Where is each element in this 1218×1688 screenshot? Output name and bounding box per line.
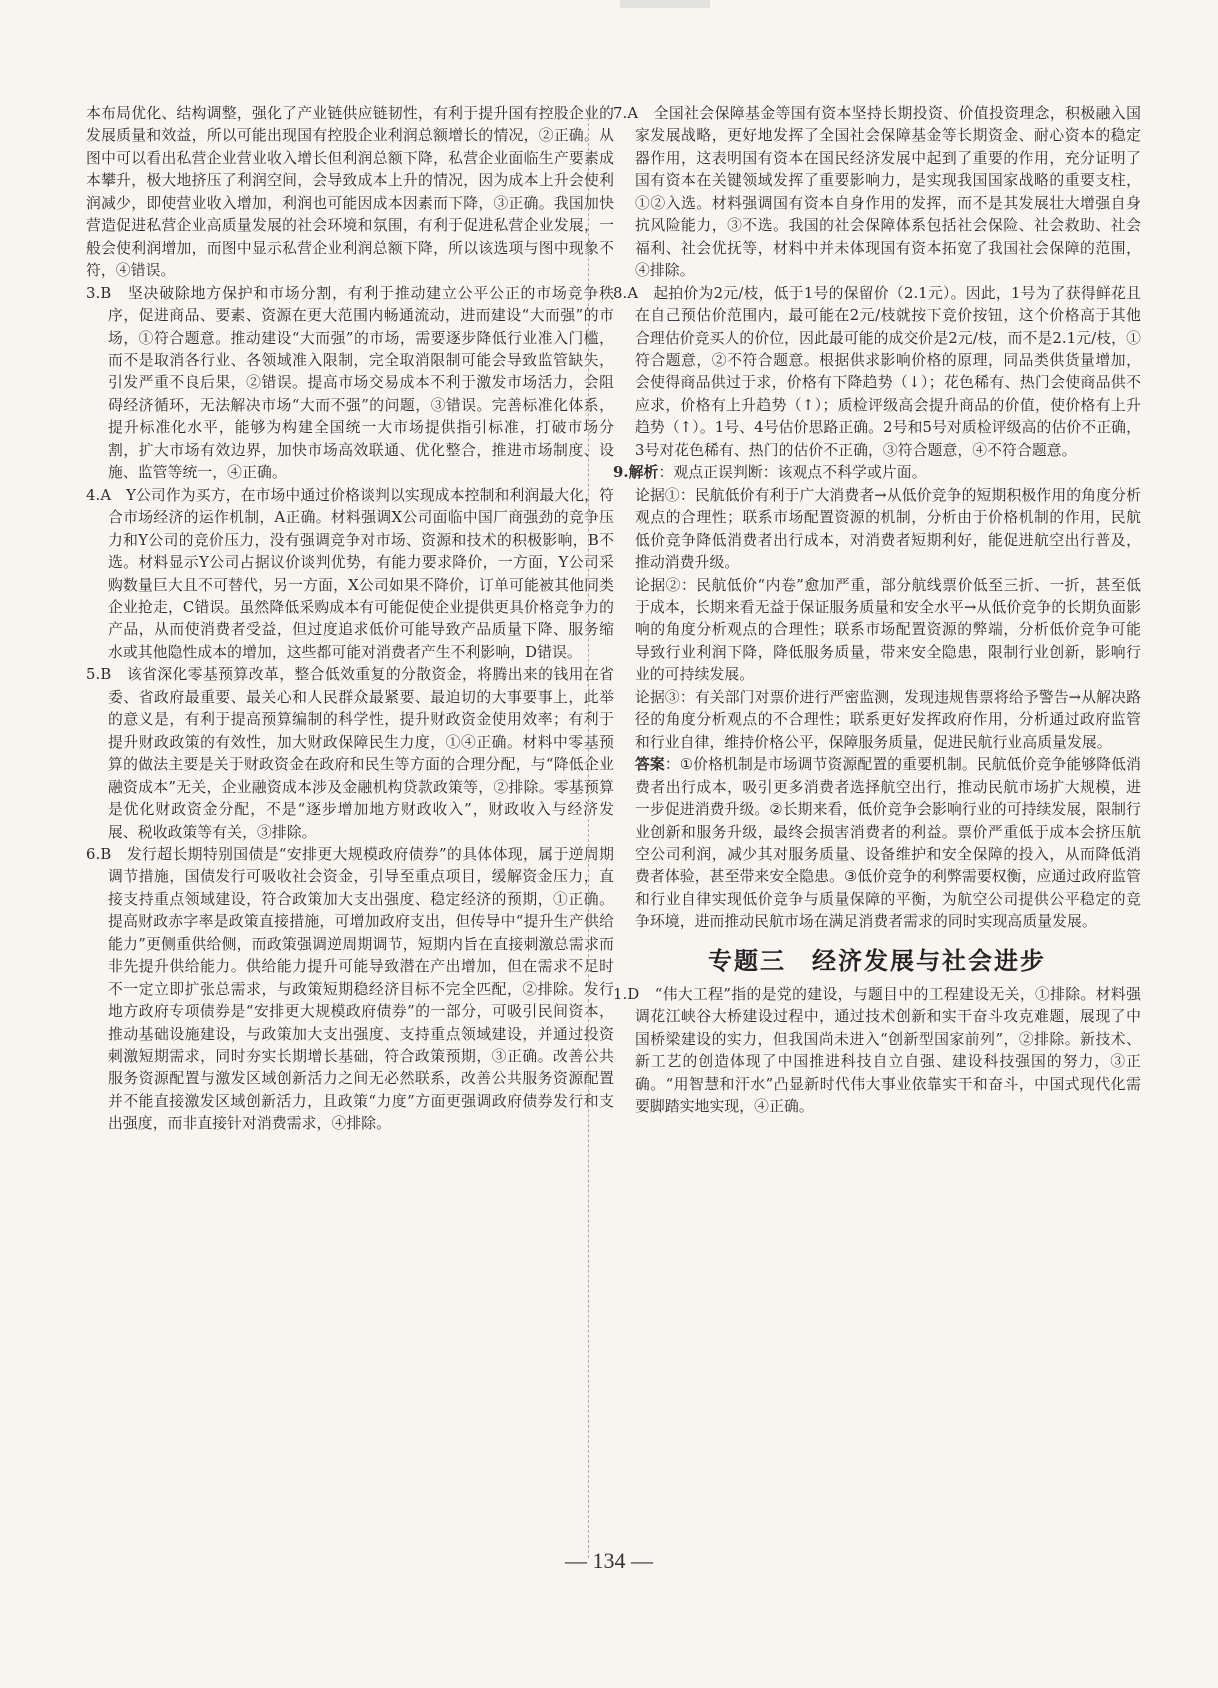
paragraph-continued: 本布局优化、结构调整，强化了产业链供应链韧性，有利于提升国有控股企业的发展质量和效益，所以可能出现国有控股企业利润总额增长的情况，②正确。从图中可以看出私营企业营业收入增长但利润总额下降，私营企业面临生产要素成本攀升，极大地挤压了利润空间，会导致成本上升的情况，因为成本上升会使利润减少，即使营业收入增加，利润也可能因成本因素而下降，③正确。我国加快营造促进私营企业高质量发展的社会环境和氛围，有利于促进私营企业发展，一般会使利润增加，而图中显示私营企业利润总额下降，所以该选项与图中现象不符，④错误。 — [86, 105, 614, 280]
answer-text: ：①价格机制是市场调节资源配置的重要机制。民航低价竞争能够降低消费者出行成本，吸引更多消费者选择航空出行，推动民航市场扩大规模，进一步促进消费升级。②长期来看，低价竞争会影响行业的可持续发展，限制行业创新和服务升级，最终会损害消费者的利益。票价严重低于成本会挤压航空公司利润，减少其对服务质量、设备维护和安全保障的投入，从而降低消费者体验，甚至带来安全隐患。③低价竞争的利弊需要权衡，应通过政府监管和行业自律实现低价竞争与质量保障的平衡，为航空公司提供公平稳定的竞争环境，进而推动民航市场在满足消费者需求的同时实现高质量发展。 — [635, 756, 1141, 931]
column-divider — [588, 108, 589, 1558]
answer-block — [613, 754, 1141, 934]
argument-1: 论据①：民航低价有利于广大消费者→从低价竞争的短期积极作用的角度分析观点的合理性；联系市场配置资源的机制，分析由于价格机制的作用，民航低价竞争降低消费者出行成本，对消费者短期利好，能促进航空出行普及，推动消费升级。 — [635, 486, 1141, 572]
argument-2: 论据②：民航低价“内卷”愈加严重，部分航线票价低至三折、一折，甚至低于成本，长期来看无益于保证服务质量和安全水平→从低价竞争的长期负面影响的角度分析观点的合理性；联系市场配置资源的弊端，分析低价竞争可能导致行业利润下降，降低服务质量，带来安全隐患，限制行业创新，影响行业的可持续发展。 — [635, 576, 1141, 684]
answer-item-7: 7.A 全国社会保障基金等国有资本坚持长期投资、价值投资理念，积极融入国家发展战略，更好地发挥了全国社会保障基金等长期资金、耐心资本的稳定器作用，这表明国有资本在国民经济发展中起到了重要的作用，充分证明了国有资本在关键领域发挥了重要影响力，是实现我国国家战略的重要支柱，①②入选。材料强调国有资本自身作用的发挥，而不是其发展壮大增强自身抗风险能力，③不选。我国的社会保障体系包括社会保险、社会救助、社会福利、社会优抚等，材料中并未体现国有资本拓宽了我国社会保障的范围，④排除。 — [613, 105, 1141, 280]
analysis-label: 9.解析 — [613, 464, 659, 482]
answer-item-6: 6.B 发行超长期特别国债是“安排更大规模政府债券”的具体体现，属于逆周期调节措施，国债发行可吸收社会资金，引导至重点项目，缓解资金压力，直接支持重点领域建设，符合政策加大支出强度、稳定经济的预期，①正确。提高财政赤字率是政策直接措施，可增加政府支出，但传导中“提升生产供给能力”更侧重供给侧，而政策强调逆周期调节，短期内旨在直接刺激总需求而非先提升供给能力。供给能力提升可能导致潜在产出增加，但在需求不足时不一定立即扩张总需求，与政策短期稳经济目标不完全匹配，②排除。发行地方政府专项债券是“安排更大规模政府债券”的一部分，可吸引民间资本，推动基础设施建设，与政策加大支出强度、支持重点领域建设，并通过投资刺激短期需求，同时夯实长期增长基础，符合政策预期，③正确。改善公共服务资源配置与激发区域创新活力之间无必然联系，改善公共服务资源配置并不能直接激发区域创新活力，且政策“力度”方面更强调政府债券发行和支出强度，而非直接针对消费需求，④排除。 — [86, 845, 614, 1133]
answer-label: 答案 — [635, 756, 665, 774]
scan-edge-mark — [620, 0, 710, 8]
left-column — [86, 103, 614, 1136]
answer-item-5: 5.B 该省深化零基预算改革，整合低效重复的分散资金，将腾出来的钱用在省委、省政府最重要、最关心和人民群众最紧要、最迫切的大事要事上，此举的意义是，有利于提高预算编制的科学性，提升财政资金使用效率；有利于提升财政政策的有效性，加大财政保障民生力度，①④正确。材料中零基预算的做法主要是关于财政资金在政府和民生等方面的合理分配，与“降低企业融资成本”无关，企业融资成本涉及金融机构贷款政策等，②排除。零基预算是优化财政资金分配，不是“逐步增加地方财政收入”，财政收入与经济发展、税收政策等有关，③排除。 — [86, 666, 614, 841]
section3-answer-item-1: 1.D “伟大工程”指的是党的建设，与题目中的工程建设无关，①排除。材料强调花江峡谷大桥建设过程中，通过技术创新和实干奋斗攻克难题，展现了中国桥梁建设的实力，但我国尚未进入“创新型国家前列”，②排除。新技术、新工艺的创造体现了中国推进科技自立自强、建设科技强国的努力，③正确。“用智慧和汗水”凸显新时代伟大事业依靠实干和奋斗，中国式现代化需要脚踏实地实现，④正确。 — [613, 985, 1141, 1116]
answer-item-3: 3.B 坚决破除地方保护和市场分割，有利于推动建立公平公正的市场竞争秩序，促进商品、要素、资源在更大范围内畅通流动，进而建设“大而强”的市场，①符合题意。推动建设“大而强”的市场，需要逐步降低行业准入门槛，而不是取消各行业、各领域准入限制，完全取消限制可能会导致监管缺失，引发严重不良后果，②错误。提高市场交易成本不利于激发市场活力，会阻碍经济循环，无法解决市场“大而不强”的问题，③错误。完善标准化体系，提升标准化水平，能够为构建全国统一大市场提供指引标准，打破市场分割，扩大市场有效边界，加快市场高效联通、优化整合，推进市场制度、设施、监管等统一，④正确。 — [86, 284, 614, 482]
answer-item-9 — [613, 462, 1141, 484]
right-column — [613, 103, 1141, 1118]
analysis-intro: ：观点正误判断：该观点不科学或片面。 — [658, 464, 927, 482]
page-number: — 134 — — [565, 1548, 653, 1573]
answer-item-8: 8.A 起拍价为2元/枝，低于1号的保留价（2.1元）。因此，1号为了获得鲜花且在自己预估价范围内，最可能在2元/枝就按下竞价按钮，这个价格高于其他合理估价竞买人的价位，因此最可能的成交价是2元/枝，而不是2.1元/枝，①符合题意，②不符合题意。根据供求影响价格的原理，同品类供货量增加，会使得商品供过于求，价格有下降趋势（↓）；花色稀有、热门会使商品供不应求，价格有上升趋势（↑）；质检评级高会提升商品的价值，使价格有上升趋势（↑）。1号、4号估价思路正确。2号和5号对质检评级高的估价不正确，3号对花色稀有、热门的估价不正确，③符合题意，④不符合题意。 — [613, 284, 1141, 459]
section-title: 专题三 经济发展与社会进步 — [708, 946, 1046, 975]
argument-3: 论据③：有关部门对票价进行严密监测，发现违规售票将给予警告→从解决路径的角度分析观点的不合理性；联系更好发挥政府作用，分析通过政府监管和行业自律，维持价格公平，保障服务质量，促进民航行业高质量发展。 — [635, 688, 1141, 751]
answer-item-4: 4.A Y公司作为买方，在市场中通过价格谈判以实现成本控制和利润最大化，符合市场经济的运作机制，A正确。材料强调X公司面临中国厂商强劲的竞争压力和Y公司的竞价压力，没有强调竞争对市场、资源和技术的积极影响，B不选。材料显示Y公司占据议价谈判优势，有能力要求降价，一方面，Y公司采购数量巨大且不可替代，另一方面，X公司如果不降价，订单可能被其他同类企业抢走，C错误。虽然降低采购成本有可能促使企业提供更具价格竞争力的产品，从而使消费者受益，但过度追求低价可能导致产品质量下降、服务缩水或其他隐性成本的增加，这些都可能对消费者产生不利影响，D错误。 — [86, 486, 614, 661]
